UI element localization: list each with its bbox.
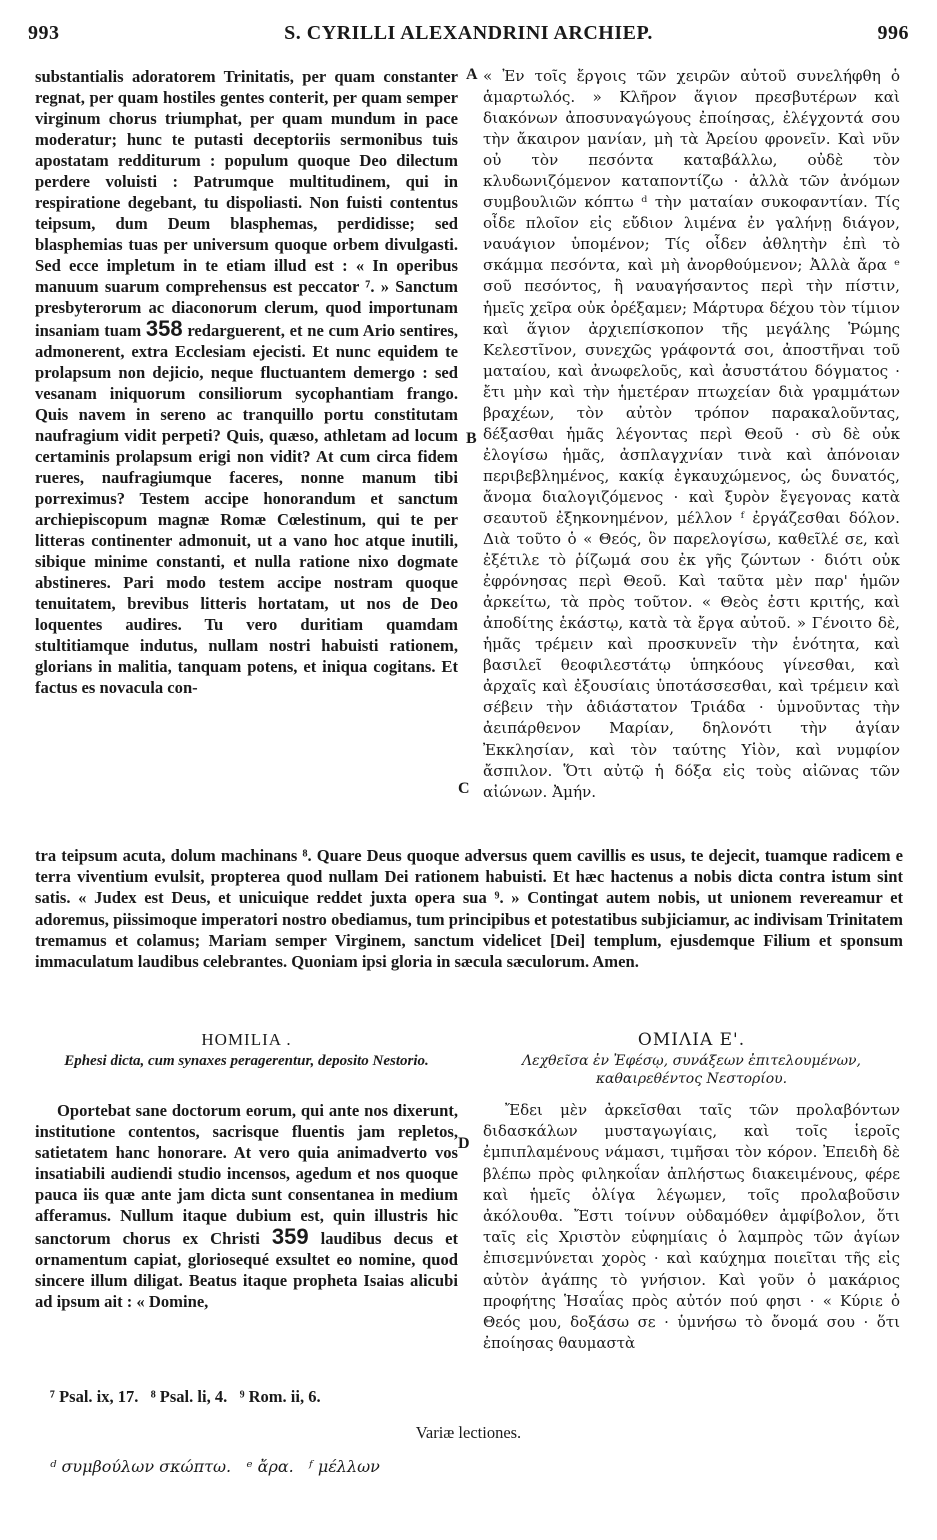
greek-text: « Ἐν τοῖς ἔργοις τῶν χειρῶν αὐτοῦ συνελήφθη ὁ ἁμαρτωλός. » Κλῆρον ἅγιον πρεσβυτέρων καὶ διακόνων ἀποσυναγώγους ἐποίησας, ἐλέγχοντά σου τὴν ἄκαιρον μανίαν, μὴ τὰ Ἀρείου φρονεῖν. Καὶ νῦν οὐ τὸν πεσόντα καταβάλλω, οὐδὲ τὸν κλυδωνιζόμενον καταποντίζω · ἀλλὰ τῶν ἀνόμων συμβουλιῶν κόπτω ᵈ τὴν ματαίαν συκοφαντίαν. Τίς οἶδε πλοῖον εἰς εὔδιον λιμένα ἐν γαλήνῃ διάγον, ναυάγιον ὑπομένον; Τίς οἶδεν ἀθλητὴν ἐπὶ τὸ σκάμμα πεσόντα, καὶ μὴ ἀνορθούμενον; Ἀλλὰ ἄρα ᵉ σοῦ πεσόντος, ἢ ναυαγήσαντος περὶ τὴν πίστιν, ἡμεῖς χεῖρα οὐκ ὀρέξαμεν; Μάρτυρα δέχου τὸν τίμιον καὶ ἅγιον ἀρχιεπίσκοπον τῆς μεγάλης Ῥώμης Κελεστῖνον, συνεχῶς γράφοντά σοι, ἀποστῆναι τοῦ ματαίου, καὶ ἀνωφελοῦς, καὶ ἀσυστάτου δόγματος · ἔτι μὴν καὶ τὴν ἡμετέραν πτωχείαν διὰ γραμμάτων βραχέων, τὸν αὐτὸν τρόπον παρακαλοῦντας, δέξασθαι ἡμᾶς λέγοντας περὶ Θεοῦ · σὺ δὲ οὐκ ἐλογίσω ἡμᾶς, ἀσπλαγχνίαν τινὰ καὶ ἀπόνοιαν περιβεβλημένος, κακίᾳ ἐγκαυχώμενος, ὡς δυνατός, ἄνομα διαλογιζόμενος · καὶ ξυρὸν ἔγεγονας κατὰ σεαυτοῦ ἐξηκονημένον, μέλλον ᶠ ἐργάζεσθαι δόλον. Διὰ τοῦτο ὁ « Θεός, ὃν παρελογίσω, καθεῖλέ σε, καὶ ἐξέτιλε τὸ ῥίζωμά σου ἐκ γῆς ζώντων · διότι οὐκ ἐφρόνησας περὶ Θεοῦ. Καὶ ταῦτα μὲν παρ' ἡμῶν ἀρκείτω, τὰ πρὸς τοῦτον. « Θεὸς ἐστι κριτής, καὶ ἀποδίτης ἑκάστῳ, κατὰ τὰ ἔργα αὐτοῦ. » Γένοιτο δὲ, ἡμᾶς τρέμειν καὶ προσκυνεῖν τὴν ἑνότητα, καὶ βασιλεῖ θεοφιλεστάτῳ ὑπηκόους γίνεσθαι, καὶ ἀρχαῖς καὶ ἐξουσίαις ὑποτάσσεσθαι, καὶ τρέμειν καὶ σέβειν τὴν ἀδιάστατον Τριάδα · ὑμνοῦντας τὴν ἀειπάρθενον Μαρίαν, δηλονότι τὴν ἁγίαν Ἐκκλησίαν, καὶ τὸν ταύτης Υἱὸν, καὶ νυμφίον ἄσπιλον. Ὅτι αὐτῷ ἡ δόξα εἰς τοὺς αἰῶνας τῶν αἰώνων. Ἀμήν. <box>483 67 900 801</box>
variae-lectiones-heading: Variæ lectiones. <box>415 1423 522 1442</box>
homilia-greek-title: ΟΜΙΛΙΑ Ε'. <box>637 1030 746 1050</box>
margin-letter-c: C <box>458 780 470 797</box>
column-number-359: 359 <box>271 1224 309 1249</box>
column-number-358: 358 <box>145 316 183 341</box>
running-title: S. CYRILLI ALEXANDRINI ARCHIEP. <box>284 22 653 44</box>
margin-letter-d: D <box>458 1135 470 1152</box>
margin-letter-b: B <box>466 430 477 447</box>
latin-text: substantialis adoratorem Trinitatis, per quam constanter regnat, per quam hostiles gentes conterit, per quam semper virginum chorus triumphat, per quam mundum in pace moderatur; hunc te putasti deceptoriis sermonibus tuis apostatam redditurum : populum quoque Deo dilectum perdere voluisti : Patrumque multitudinem, qui in respiratione degebant, tu dispoliasti. Non fuisti contentus teipsum, dum Deum blasphemas, perdidisse; sed blasphemias tuas per universum quoque orbem divulgasti. Sed ecce impletum in te etiam illud est : « In operibus manuum suarum comprehensus est peccator ⁷. » Sanctum presbyterorum ac diaconorum clerum, quod importunam insaniam tuam <box>35 67 458 340</box>
latin-text-cont: redarguerent, et ne cum Ario sentires, admonerent, extra Ecclesiam ejecisti. Et nunc equidem te prolapsum non dejicio, neque fluctuantem demergo : sed vesanam iniquorum consiliorum sycophantiam frango. Quis navem in sereno ac tranquillo portu constitutam naufragium vidit perpeti? Quis, quæso, athletam ad locum certaminis prolapsum erigi non vidit? At cum circa fidem rueres, naufragiumque faceres, nonne manum tibi porreximus? Testem accipe honorandum et sanctum archiepiscopum magnæ Romæ Cœlestinum, qui te per litteras continenter admonuit, ut a vano hoc atque inutili, sibique minime constanti, et nulla ratione nixo dogmate abstineres. Pari modo testem accipe nostram quoque tenuitatem, brevibus litteris hortatam, ut nos de Deo loquentes audires. Tu vero duritiam quamdam stultitiamque indutus, nullam nostri habuisti rationem, glorians in malitia, tanquam potens, et iniqua cogitans. Et factus es novacula con- <box>35 321 458 697</box>
homilia-greek-subtitle: Λεχθεῖσα ἐν Ἐφέσῳ, συνάξεων ἐπιτελουμένων, καθαιρεθέντος Νεστορίου. <box>521 1053 861 1087</box>
running-header <box>20 22 917 62</box>
greek-homily-text: Ἔδει μὲν ἀρκεῖσθαι ταῖς τῶν προλαβόντων διδασκάλων μυσταγωγίαις, καὶ τοῖς ἱεροῖς ἐμπιπλαμένους νάμασι, τιμῆσαι τὸν κόρον. Ἐπειδὴ δὲ βλέπω πρὸς φιληκοΐαν ἀπλήστως διακειμένους, φέρε καὶ ἡμεῖς ὀλίγα λέγωμεν, τοῖς προλαβοῦσιν ἀκόλουθα. Ἔστι τοίνυν οὐδαμόθεν ἀμφίβολον, ὅτι ταῖς εἰς Χριστὸν εὐφημίαις ὁ λαμπρὸς τῶν ἁγίων ἐπισεμνύνεται χορὸς · καὶ καύχημα ποιεῖται τῆς εἰς αὐτὸν ἀγάπης τὸ γνήσιον. Καὶ γοῦν ὁ μακάριος προφήτης Ἡσαΐας πρὸς αὐτόν πού φησι · « Κύριε ὁ Θεός μου, δοξάσω σε · ὑμνήσω τὸ ὄνομά σου · ὅτι ἐποίησας θαυμαστὰ <box>483 1101 900 1353</box>
greek-column-bottom <box>483 1100 900 1354</box>
homilia-latin-subtitle: Ephesi dicta, cum synaxes peragerentur, deposito Nestorio. <box>64 1053 429 1069</box>
latin-homily-text: Oportebat sane doctorum eorum, qui ante nos dixerunt, institutione contentos, sacrisque fluentis jam repletos, satietatem hanc honorare. At vero quia animadverto vos insatiabili audiendi studio incensos, agedum et nos quoque pauca iis quæ ante jam dicta sunt consentanea in medium afferamus. Nullum itaque dubium est, quin illustris hic sanctorum chorus ex Christi <box>35 1101 458 1248</box>
homilia-latin-title: HOMILIA . <box>201 1030 292 1049</box>
latin-column-top <box>35 66 458 698</box>
page-number-right: 996 <box>877 22 909 44</box>
footnotes: ⁷ Psal. ix, 17. ⁸ Psal. li, 4. ⁹ Rom. ii, 6. <box>50 1387 321 1406</box>
latin-homily-text-cont: laudibus decus et ornamentum capiat, gloriosequé exsultet eo nomine, quod sincere illum diligat. Beatus itaque propheta Isaias alicubi ad ipsum ait : « Domine, <box>35 1229 458 1311</box>
variae-lectiones-list: ᵈ συμβούλων σκώπτω. ᵉ ἄρα. ᶠ μέλλων <box>50 1457 380 1476</box>
greek-column-top <box>483 66 900 803</box>
latin-column-bottom <box>35 1100 458 1312</box>
margin-letter-a: A <box>466 66 478 83</box>
page-number-left: 993 <box>28 22 60 44</box>
latin-full-width: tra teipsum acuta, dolum machinans ⁸. Quare Deus quoque adversus quem cavillis es usus, te dejecit, tuamque radicem e terra viventium evulsit, propterea quod nullam Dei rationem habuisti. Et hæc hactenus a nobis dicta contra istum sint satis. « Judex est Deus, et unicuique reddet juxta opera sua ⁹. » Contingat autem nobis, ut unionem revereamur et adoremus, piissimoque imperatori nostro obediamus, tum principibus et potestatibus subjiciamur, ac indivisam Trinitatem tremamus et colamus; Mariam semper Virginem, sanctum videlicet [Dei] templum, ejusdemque Filium et sponsum immaculatum laudibus celebrantes. Quoniam ipsi gloria in sæcula sæculorum. Amen. <box>35 846 903 972</box>
